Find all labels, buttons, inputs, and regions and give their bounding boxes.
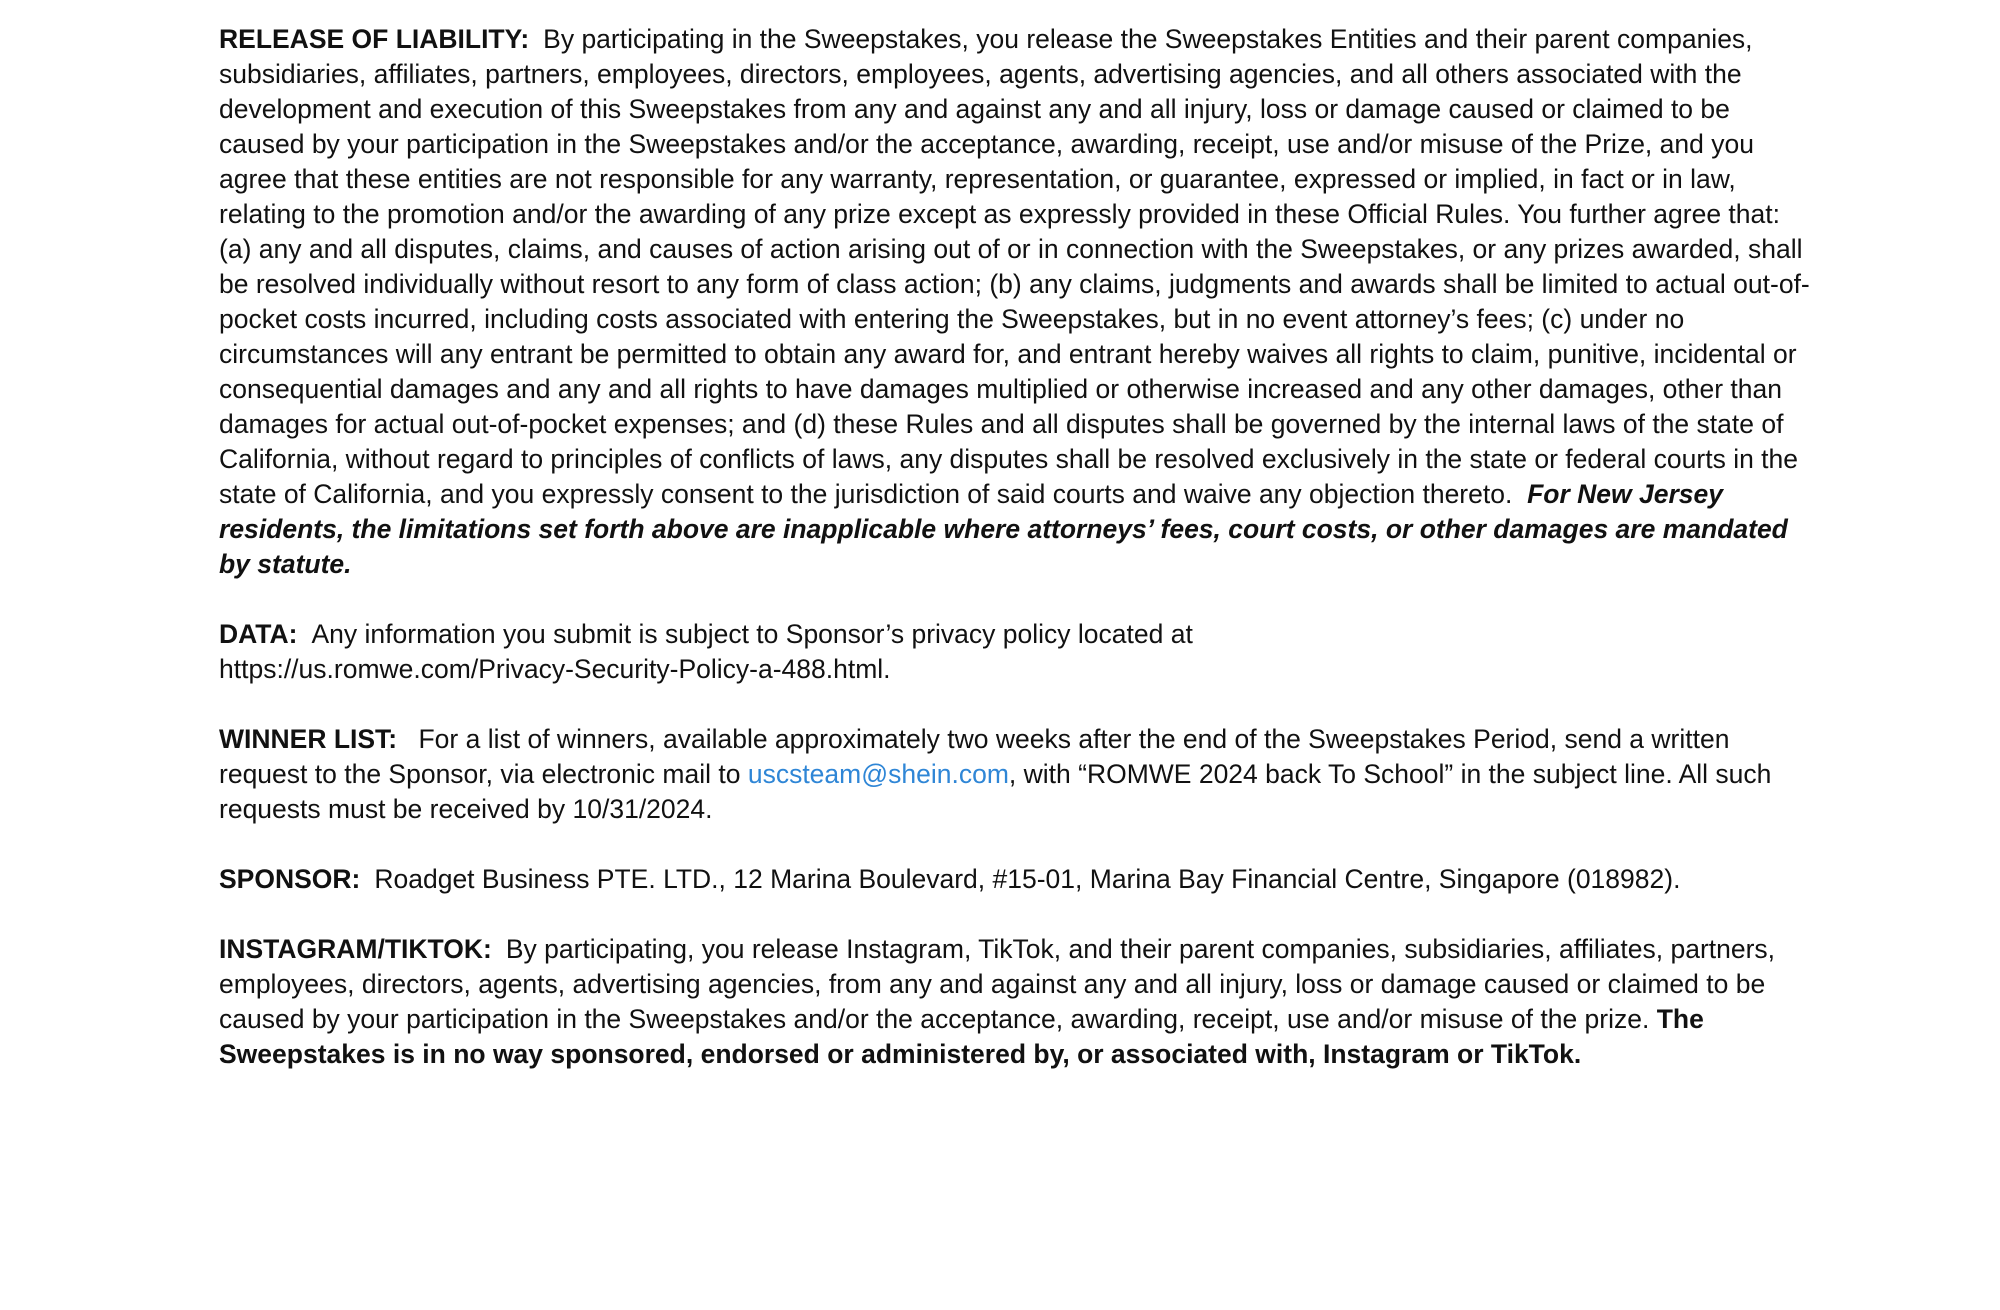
data-body: Any information you submit is subject to Sponsor’s privacy policy located at: [311, 619, 1193, 649]
instagram-tiktok-disclaimer: The Sweepstakes is in no way sponsored, endorsed or administered by, or associated with, Instagram or TikTok.: [219, 1004, 1704, 1069]
release-of-liability-heading: RELEASE OF LIABILITY:: [219, 24, 530, 54]
winner-list-heading: WINNER LIST:: [219, 724, 398, 754]
data-section: [219, 617, 1819, 687]
winner-list-body-continued: , with “ROMWE 2024 back To School” in the subject line. All such requests must be received by 10/31/2024.: [219, 759, 1772, 824]
sponsor-section: [219, 862, 1819, 897]
release-of-liability-section: [219, 22, 1819, 582]
official-rules-document: [219, 22, 1819, 1107]
privacy-policy-url: https://us.romwe.com/Privacy-Security-Policy-a-488.html.: [219, 654, 891, 684]
data-heading: DATA:: [219, 619, 298, 649]
sponsor-body: Roadget Business PTE. LTD., 12 Marina Boulevard, #15-01, Marina Bay Financial Centre, Singapore (018982).: [374, 864, 1681, 894]
sponsor-heading: SPONSOR:: [219, 864, 361, 894]
instagram-tiktok-section: [219, 932, 1819, 1072]
new-jersey-notice: For New Jersey residents, the limitations set forth above are inapplicable where attorneys’ fees, court costs, or other damages are mandated by statute.: [219, 479, 1788, 579]
instagram-tiktok-heading: INSTAGRAM/TIKTOK:: [219, 934, 492, 964]
winner-list-body: For a list of winners, available approximately two weeks after the end of the Sweepstakes Period, send a written request to the Sponsor, via electronic mail to: [219, 724, 1730, 789]
instagram-tiktok-body: By participating, you release Instagram, TikTok, and their parent companies, subsidiaries, affiliates, partners, employees, directors, agents, advertising agencies, from any and against any and all injury, loss or damage caused or claimed to be caused by your participation in the Sweepstakes and/or the acceptance, awarding, receipt, use and/or misuse of the prize.: [219, 934, 1776, 1034]
release-of-liability-body: By participating in the Sweepstakes, you release the Sweepstakes Entities and their parent companies, subsidiaries, affiliates, partners, employees, directors, employees, agents, advertising agencies, and all others associated with the development and execution of this Sweepstakes from any and against any and all injury, loss or damage caused or claimed to be caused by your participation in the Sweepstakes and/or the acceptance, awarding, receipt, use and/or misuse of the Prize, and you agree that these entities are not responsible for any warranty, representation, or guarantee, expressed or implied, in fact or in law, relating to the promotion and/or the awarding of any prize except as expressly provided in these Official Rules. You further agree that: (a) any and all disputes, claims, and causes of action arising out of or in connection with the Sweepstakes, or any prizes awarded, shall be resolved individually without resort to any form of class action; (b) any claims, judgments and awards shall be limited to actual out-of-pocket costs incurred, including costs associated with entering the Sweepstakes, but in no event attorney’s fees; (c) under no circumstances will any entrant be permitted to obtain any award for, and entrant hereby waives all rights to claim, punitive, incidental or consequential damages and any and all rights to have damages multiplied or otherwise increased and any other damages, other than damages for actual out-of-pocket expenses; and (d) these Rules and all disputes shall be governed by the internal laws of the state of California, without regard to principles of conflicts of laws, any disputes shall be resolved exclusively in the state or federal courts in the state of California, and you expressly consent to the jurisdiction of said courts and waive any objection thereto.: [219, 24, 1810, 509]
sponsor-email-link[interactable]: uscsteam@shein.com: [747, 759, 1009, 789]
winner-list-section: [219, 722, 1819, 827]
